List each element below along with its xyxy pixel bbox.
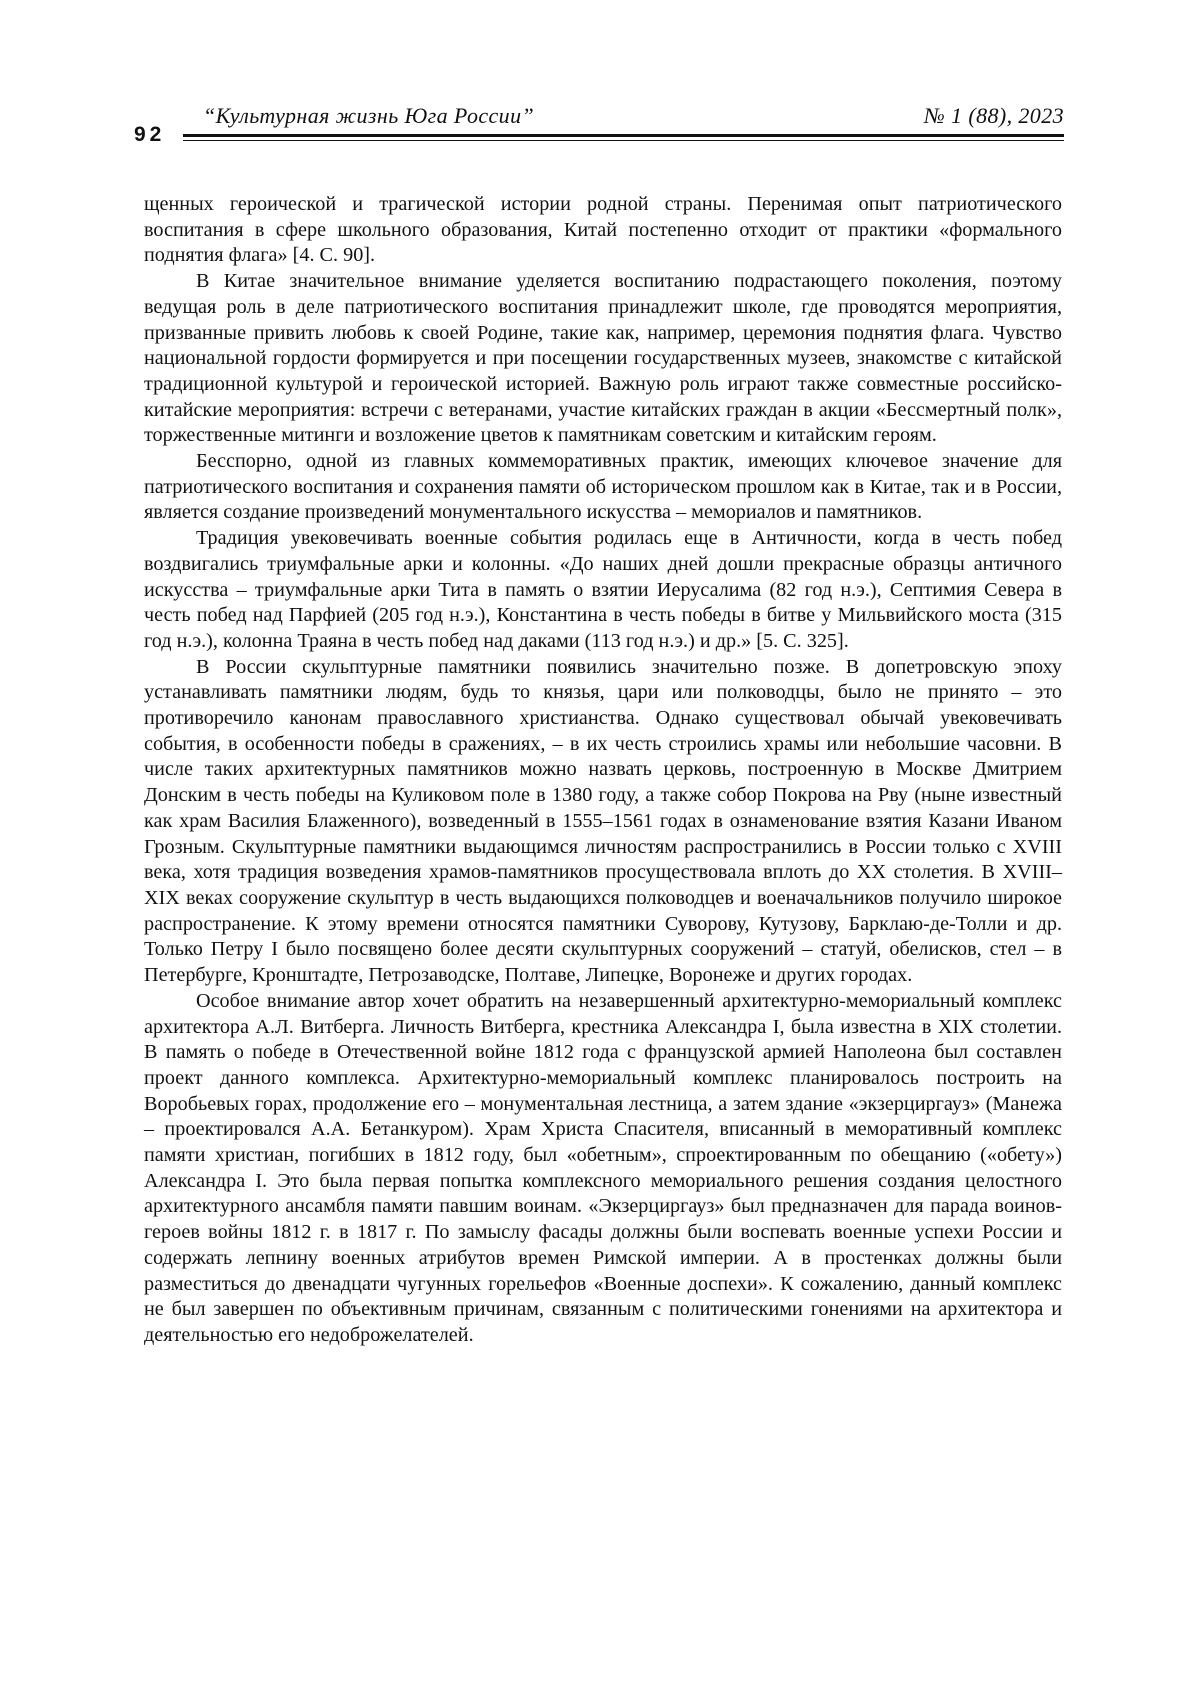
paragraph: Бесспорно, одной из главных коммеморативных практик, имеющих ключевое значение для патриотического воспитания и сохранения памяти об историческом прошлом как в Китае, так и в России, является создание произведений монументального искусства – мемориалов и памятников. [144,450,1062,524]
page-number: 92 [134,123,166,146]
header-rule-thin [183,140,1064,141]
paragraph-continuation: щенных героической и трагической истории родной страны. Перенимая опыт патриотического воспитания в сфере школьного образования, Китай постепенно отходит от практики «формального поднятия флага» [4. С. 90]. [144,193,1062,267]
paragraph: В России скульптурные памятники появились значительно позже. В допетровскую эпоху устанавливать памятники людям, будь то князья, цари или полководцы, было не принято – это противоречило канонам православного христианства. Однако существовал обычай увековечивать события, в особенности победы в сражениях, – в их честь строились храмы или небольшие часовни. В числе таких архитектурных памятников можно назвать церковь, построенную в Москве Дмитрием Донским в честь победы на Куликовом поле в 1380 году, а также собор Покрова на Рву (ныне известный как храм Василия Блаженного), возведенный в 1555–1561 годах в ознаменование взятия Казани Иваном Грозным. Скульптурные памятники выдающимся личностям распространились в России только с XVIII века, хотя традиция возведения храмов-памятников просуществовала вплоть до XX столетия. В XVIII–XIX веках сооружение скульптур в честь выдающихся полководцев и военачальников получило широкое распространение. К этому времени относятся памятники Суворову, Кутузову, Барклаю-де-Толли и др. Только Петру I было посвящено более десяти скульптурных сооружений – статуй, обелисков, стел – в Петербурге, Кронштадте, Петрозаводске, Полтаве, Липецке, Воронеже и других городах. [144,655,1062,987]
paragraph: Особое внимание автор хочет обратить на незавершенный архитектурно-мемориальный комплекс архитектора А.Л. Витберга. Личность Витберга, крестника Александра I, была известна в XIX столетии. В память о победе в Отечественной войне 1812 года с французской армией Наполеона был составлен проект данного комплекса. Архитектурно-мемориальный комплекс планировалось построить на Воробьевых горах, продолжение его – монументальная лестница, а затем здание «экзерциргауз» (Манежа – проектировался А.А. Бетанкуром). Храм Христа Спасителя, вписанный в меморативный комплекс памяти христиан, погибших в 1812 году, был «обетным», спроектированным по обещанию («обету») Александра I. Это была первая попытка комплексного мемориального решения создания целостного архитектурного ансамбля памяти павшим воинам. «Экзерциргауз» был предназначен для парада воинов-героев войны 1812 г. в 1817 г. По замыслу фасады должны были воспевать военные успехи России и содержать лепнину военных атрибутов времен Римской империи. А в простенках должны были разместиться до двенадцати чугунных горельефов «Военные доспехи». К сожалению, данный комплекс не был завершен по объективным причинам, связанным с политическими гонениями на архитектора и деятельностью его недоброжелателей. [144,989,1062,1346]
header-rule-thick [183,134,1064,137]
issue-info: № 1 (88), 2023 [924,103,1064,128]
paragraph: В Китае значительное внимание уделяется воспитанию подрастающего поколения, поэтому ведущая роль в деле патриотического воспитания принадлежит школе, где проводятся мероприятия, призванные привить любовь к своей Родине, такие как, например, церемония поднятия флага. Чувство национальной гордости формируется и при посещении государственных музеев, знакомстве с китайской традиционной культурой и героической историей. Важную роль играют также совместные российско-китайские мероприятия: встречи с ветеранами, участие китайских граждан в акции «Бессмертный полк», торжественные митинги и возложение цветов к памятникам советским и китайским героям. [144,270,1062,447]
paragraph: Традиция увековечивать военные события родилась еще в Античности, когда в честь побед воздвигались триумфальные арки и колонны. «До наших дней дошли прекрасные образцы античного искусства – триумфальные арки Тита в память о взятии Иерусалима (82 год н.э.), Септимия Севера в честь побед над Парфией (205 год н.э.), Константина в честь победы в битве у Мильвийского моста (315 год н.э.), колонна Траяна в честь побед над даками (113 год н.э.) и др.» [5. С. 325]. [144,527,1062,652]
article-body [144,192,1062,1349]
journal-title: “Культурная жизнь Юга России” [203,103,535,128]
